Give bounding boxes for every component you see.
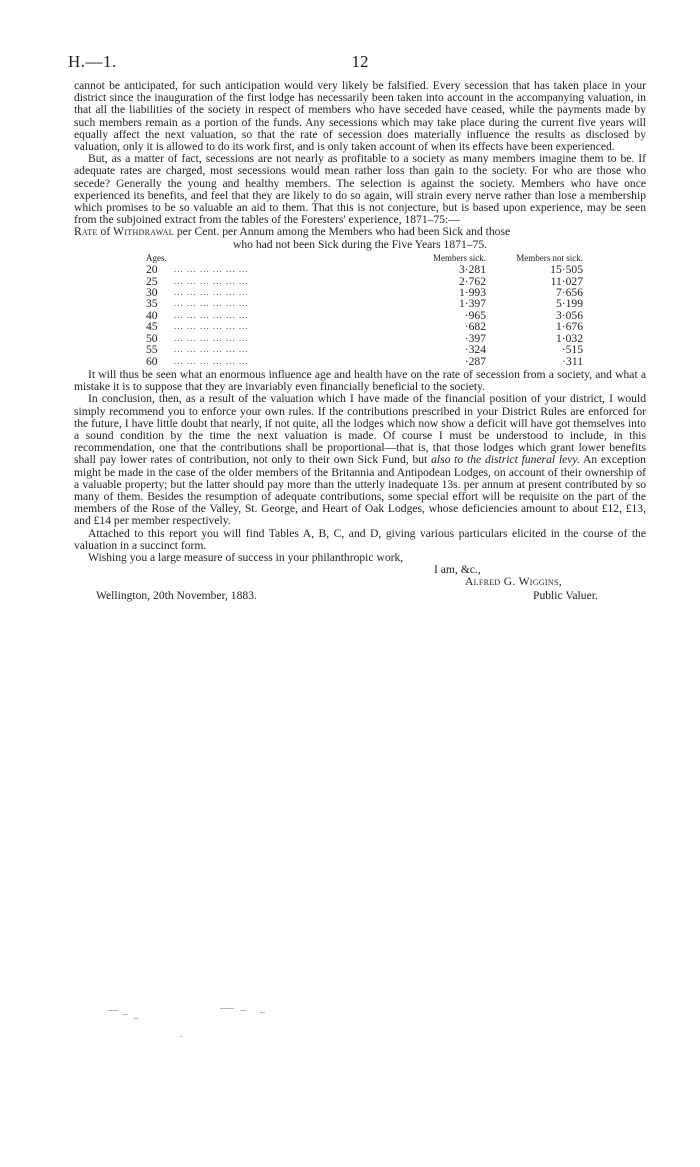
paragraph-wishing-success: Wishing you a large measure of success in your philanthropic work,: [88, 550, 404, 564]
row-leader-dots: ... ... ... ... ... ...: [174, 275, 249, 286]
row-leader-dots: ... ... ... ... ... ...: [174, 332, 249, 343]
row-members-sick: 3·281: [458, 263, 486, 277]
document-body: [74, 80, 646, 616]
paragraph-secession-profitability: But, as a matter of fact, secessions are not nearly as profitable to a society as many members imagine them to be. If adequate rates are charged, most secessions would mean rather loss than gain to the society. For who are those who secede? Generally the young and healthy members. The selection is against the society. Members who have once experienced its benefits, and feel that they are likely to do so again, will strain every nerve rather than lose a membership which promises to be so valuable an aid to them. That this is not conjecture, but is based upon experience, may be seen from the subjoined extract from the tables of the Foresters' experience, 1871–75:—: [74, 152, 646, 227]
row-members-not-sick: 1·676: [555, 320, 583, 334]
row-leader-dots: ... ... ... ... ... ...: [174, 309, 249, 320]
table-header-row: [146, 253, 583, 264]
row-age: 50: [146, 331, 158, 345]
document-reference: H.—1.: [68, 52, 117, 71]
column-header-spacer: [174, 253, 432, 264]
row-members-sick: 2·762: [458, 274, 486, 288]
row-age: 20: [146, 263, 158, 277]
row-members-sick: 1·397: [458, 297, 486, 311]
caption-rate: Rate: [74, 225, 98, 239]
page-header: [68, 52, 652, 76]
row-age: 55: [146, 343, 158, 357]
row-members-not-sick: 1·032: [555, 331, 583, 345]
row-leader-dots: ... ... ... ... ... ...: [174, 287, 249, 298]
row-leader-dots: ... ... ... ... ... ...: [174, 298, 249, 309]
table-row: [146, 356, 583, 367]
row-members-sick: ·682: [464, 320, 486, 334]
row-leader-dots: ... ... ... ... ... ...: [174, 321, 249, 332]
place-and-date: Wellington, 20th November, 1883.: [96, 589, 257, 603]
paragraph-influence-of-age: It will thus be seen what an enormous influence age and health have on the rate of secession from a society, and what a mistake it is to suppose that they are invariably even financially beneficial to the society.: [74, 367, 646, 394]
row-members-not-sick: 15·505: [550, 263, 583, 277]
row-age: 40: [146, 308, 158, 322]
paragraph-secession-anticipation: cannot be anticipated, for such anticipation would very likely be falsified. Every secession that has taken place in your district since the inauguration of the first lodge has necessarily been taken into account in the accompanying valuation, in that all the liabilities of the society in respect of members who have seceded have ceased, while the payments made by such members remain as a portion of the funds. Any secessions which may take place during the current five years will equally affect the next valuation, so that the rate of secession does materially influence the results as disclosed by valuation, only it is allowed to do its work first, and is only taken account of when its effects have been experienced.: [74, 79, 646, 154]
table-row: [146, 264, 583, 275]
row-age: 60: [146, 354, 158, 368]
closing-block: [74, 564, 646, 616]
paragraph-conclusion: [74, 393, 646, 527]
table-row: [146, 276, 583, 287]
scan-specks: [100, 990, 320, 1040]
table-row: [146, 298, 583, 309]
caption-line2: who had not been Sick during the Five Years 1871–75.: [232, 237, 488, 251]
table-row: [146, 321, 583, 332]
row-members-not-sick: 11·027: [550, 274, 583, 288]
column-header-members-not-sick: Members not sick.: [516, 252, 583, 263]
row-members-sick: ·965: [464, 308, 486, 322]
row-leader-dots: ... ... ... ... ... ...: [174, 264, 249, 275]
row-age: 45: [146, 320, 158, 334]
row-leader-dots: ... ... ... ... ... ...: [174, 355, 249, 366]
row-members-sick: 1·993: [458, 286, 486, 300]
row-members-not-sick: 5·199: [555, 297, 583, 311]
conclusion-rest-text: An exception might be made in the case of the older members of the Britannia and Antipodean Lodges, on account of their ownership of a valuable property; but the latter should pay more than the utterly inadequate 13s. per annum at present contributed by so many of them. Besides the resumption of adequate contributions, some special effort will be requisite on the part of the members of the Rose of the Valley, St. George, and Heart of Oak Lodges, whose deficiencies amount to about £12, £13, and £14 per member respectively.: [74, 453, 646, 528]
row-age: 30: [146, 286, 158, 300]
caption-withdrawal: Withdrawal: [113, 225, 174, 239]
closing-i-am: I am, &c.,: [434, 563, 481, 577]
row-members-not-sick: ·515: [561, 343, 583, 357]
row-members-sick: ·324: [464, 343, 486, 357]
row-members-not-sick: ·311: [562, 354, 583, 368]
conclusion-italic-text: also to the district funeral levy.: [431, 453, 580, 467]
column-header-members-sick: Members sick.: [433, 252, 486, 263]
row-leader-dots: ... ... ... ... ... ...: [174, 344, 249, 355]
paragraph-attached-tables: Attached to this report you will find Tables A, B, C, and D, giving various particulars elicited in the course of the valuation in a succinct form.: [74, 526, 646, 552]
table-caption: [74, 226, 646, 250]
row-members-sick: ·287: [464, 354, 486, 368]
page-number: 12: [351, 52, 369, 71]
caption-line1-rest: per Cent. per Annum among the Members who had been Sick and those: [176, 225, 511, 239]
signature-name: Alfred G. Wiggins,: [465, 575, 562, 589]
caption-of: of: [100, 225, 111, 239]
table-row: [146, 344, 583, 355]
conclusion-main-text: In conclusion, then, as a result of the valuation which I have made of the financial position of your district, I would simply recommend you to enforce your own rules. If the contributions prescribed in your District Rules are enforced for the future, I have little doubt that nearly, if not quite, all the lodges which now show a deficit will have got themselves into a sound condition by the time the next valuation is made. Of course I must be understood to include, in this recommendation, one that the contributions shall be proportional—that is, that those lodges which grant lower benefits shall pay lower rates of contribution, not only to their own Sick Fund, but: [74, 392, 646, 467]
table-body: [146, 264, 583, 367]
withdrawal-rate-table: [146, 253, 583, 367]
row-members-not-sick: 7·656: [555, 286, 583, 300]
table-row: [146, 333, 583, 344]
row-age: 35: [146, 297, 158, 311]
column-header-ages: Ages.: [146, 252, 167, 263]
row-members-sick: ·397: [464, 331, 486, 345]
table-row: [146, 310, 583, 321]
row-age: 25: [146, 274, 158, 288]
signature-title: Public Valuer.: [533, 589, 598, 603]
table-row: [146, 287, 583, 298]
row-members-not-sick: 3·056: [555, 308, 583, 322]
